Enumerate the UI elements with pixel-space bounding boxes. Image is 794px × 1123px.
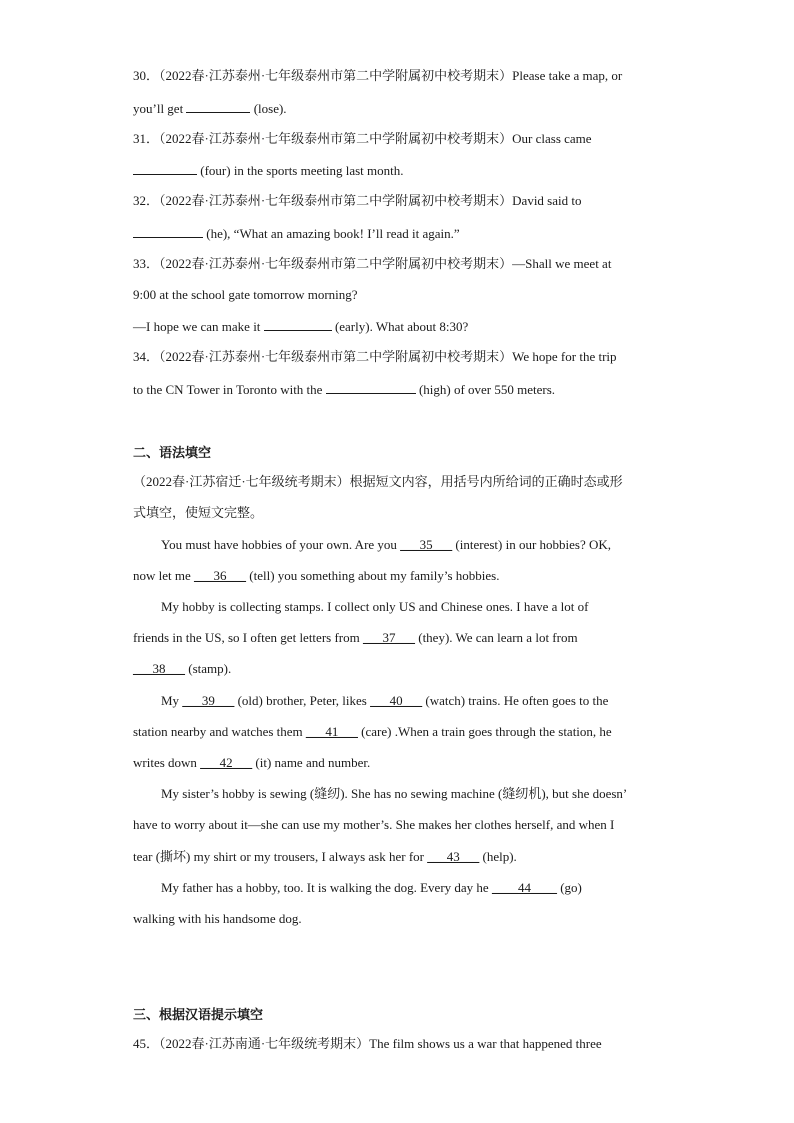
passage-text: (watch) trains. He often goes to the [422, 693, 609, 708]
question-31-hint: (four) in the sports meeting last month. [197, 163, 404, 178]
passage-text: My [161, 693, 183, 708]
answer-blank-31[interactable] [133, 162, 197, 175]
answer-blank-44[interactable]: ____44____ [491, 880, 557, 895]
passage-text: walking with his handsome dog. [133, 911, 302, 926]
passage-text: tear (撕坏) my shirt or my trousers, I always ask her for [133, 849, 428, 864]
passage-line [133, 568, 499, 584]
passage-text: have to worry about it—she can use my mother’s. She makes her clothes herself, and when I [133, 817, 615, 832]
answer-blank-35[interactable]: ___35___ [400, 537, 453, 552]
passage-line [133, 755, 370, 771]
passage-text: (go) [556, 880, 582, 895]
question-34-lead: to the CN Tower in Toronto with the [133, 382, 326, 397]
passage-text: now let me [133, 568, 195, 583]
answer-blank-40[interactable]: ___40___ [370, 693, 423, 708]
question-31-line-2 [133, 162, 404, 179]
passage-text: (it) name and number. [252, 755, 371, 770]
passage-text: station nearby and watches them [133, 724, 306, 739]
question-33-line-2 [133, 287, 358, 303]
question-32-line-1 [133, 193, 581, 209]
passage-text: My sister’s hobby is sewing (缝纫). She has no sewing machine (缝纫机), but she doesn’ [161, 786, 628, 801]
passage-text: (they). We can learn a lot from [414, 630, 578, 645]
question-31-line-1 [133, 131, 592, 147]
answer-blank-37[interactable]: ___37___ [362, 630, 415, 645]
question-34-line-1 [133, 349, 617, 365]
passage-line [133, 724, 612, 740]
answer-blank-38[interactable]: ___38___ [133, 661, 185, 676]
passage-text: (care) .When a train goes through the station, he [357, 724, 612, 739]
answer-blank-34[interactable] [326, 381, 416, 394]
section-heading-grammar: 二、语法填空 [133, 446, 212, 461]
passage-text: My father has a hobby, too. It is walking the dog. Every day he [161, 880, 492, 895]
passage-line [133, 911, 302, 927]
passage-line [161, 786, 627, 802]
question-33-text: 33．（2022春·江苏泰州·七年级泰州市第二中学附属初中校考期末）—Shall we meet at [133, 256, 612, 271]
passage-text: (stamp). [185, 661, 232, 676]
passage-line [133, 849, 517, 865]
question-33-line-1 [133, 256, 611, 272]
passage-text: (help). [479, 849, 517, 864]
passage-line [161, 537, 611, 553]
question-32-text: 32．（2022春·江苏泰州·七年级泰州市第二中学附属初中校考期末）David said to [133, 193, 582, 208]
answer-blank-39[interactable]: ___39___ [182, 693, 235, 708]
question-32-line-2 [133, 225, 460, 242]
passage-line [161, 599, 588, 615]
question-30-line-1 [133, 68, 622, 84]
question-31-text: 31．（2022春·江苏泰州·七年级泰州市第二中学附属初中校考期末）Our class came [133, 131, 592, 146]
question-30-hint: (lose). [250, 101, 287, 116]
question-45-line-1: 45．（2022春·江苏南通·七年级统考期末）The film shows us a war that happened three [133, 1036, 602, 1051]
question-30-lead: you’ll get [133, 101, 187, 116]
passage-line [161, 880, 582, 896]
question-32-hint: (he), “What an amazing book! I’ll read it again.” [203, 226, 460, 241]
question-33-hint: (early). What about 8:30? [331, 319, 469, 334]
passage-text: (interest) in our hobbies? OK, [452, 537, 612, 552]
passage-line [161, 693, 608, 709]
section2-instructions-line-1: （2022春·江苏宿迁·七年级统考期末）根据短文内容，用括号内所给词的正确时态或形 [133, 474, 623, 489]
section2-instructions-line-2: 式填空，使短文完整。 [133, 505, 264, 520]
passage-text: friends in the US, so I often get letters from [133, 630, 363, 645]
answer-blank-36[interactable]: ___36___ [194, 568, 247, 583]
answer-blank-30[interactable] [186, 100, 250, 113]
answer-blank-33[interactable] [264, 318, 332, 331]
passage-text: You must have hobbies of your own. Are you [161, 537, 401, 552]
question-33-text-2: 9:00 at the school gate tomorrow morning? [133, 287, 358, 302]
passage-text: My hobby is collecting stamps. I collect only US and Chinese ones. I have a lot of [161, 599, 589, 614]
question-33-line-3 [133, 318, 468, 335]
question-30-line-2 [133, 100, 287, 117]
section-heading-chinese-hints: 三、根据汉语提示填空 [133, 1008, 264, 1023]
answer-blank-41[interactable]: ___41___ [305, 724, 358, 739]
question-34-text: 34．（2022春·江苏泰州·七年级泰州市第二中学附属初中校考期末）We hope for the trip [133, 349, 617, 364]
question-30-text: 30．（2022春·江苏泰州·七年级泰州市第二中学附属初中校考期末）Please take a map, or [133, 68, 623, 83]
question-33-lead: —I hope we can make it [133, 319, 264, 334]
answer-blank-42[interactable]: ___42___ [200, 755, 253, 770]
question-34-hint: (high) of over 550 meters. [415, 382, 556, 397]
passage-text: (old) brother, Peter, likes [234, 693, 371, 708]
passage-line [133, 817, 614, 833]
passage-text: (tell) you something about my family’s hobbies. [246, 568, 500, 583]
passage-text: writes down [133, 755, 201, 770]
passage-line [133, 661, 231, 677]
passage-line [133, 630, 578, 646]
answer-blank-32[interactable] [133, 225, 203, 238]
question-34-line-2 [133, 381, 555, 398]
answer-blank-43[interactable]: ___43___ [427, 849, 480, 864]
